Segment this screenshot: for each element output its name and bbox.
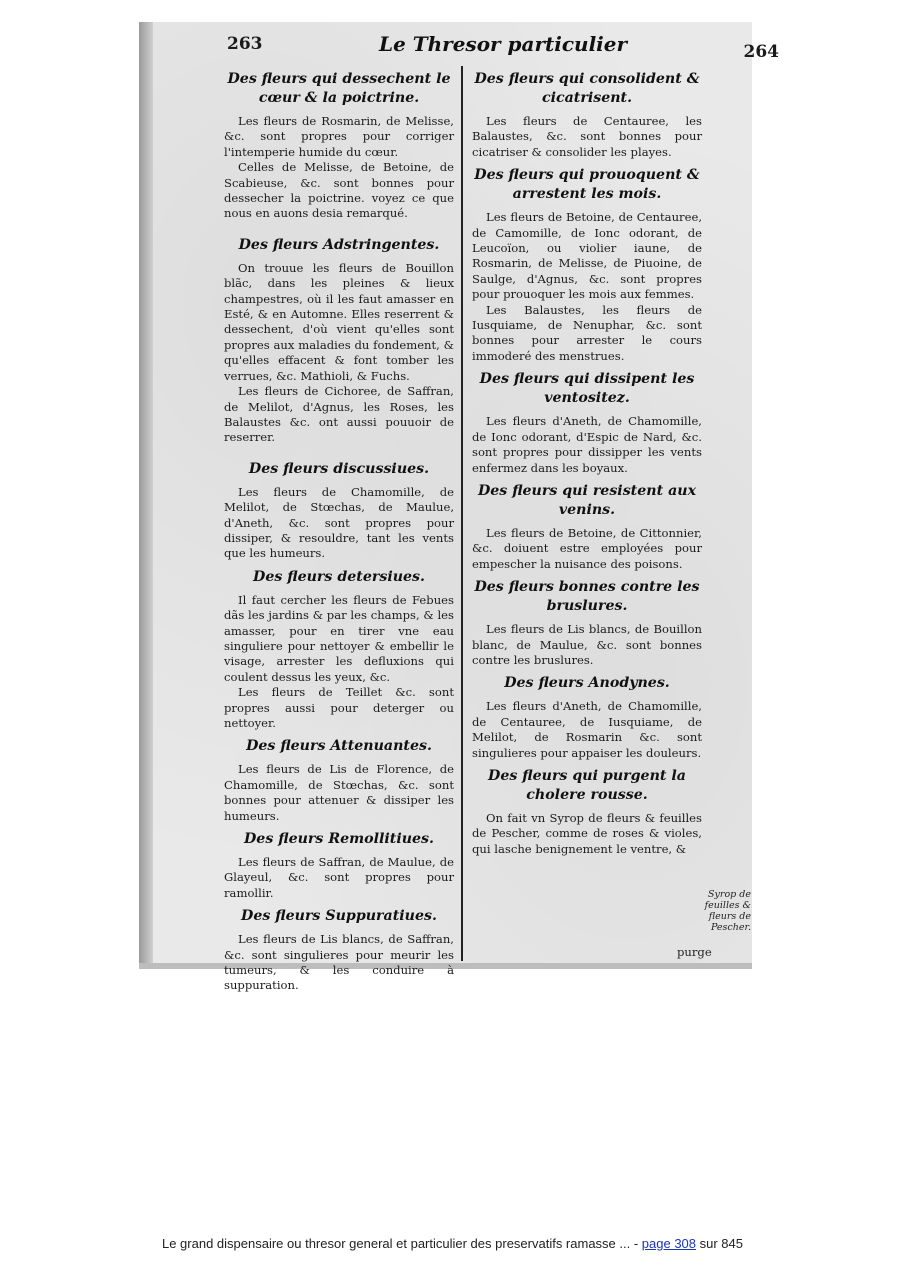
section <box>224 460 454 562</box>
section <box>472 166 702 364</box>
paragraph: Les fleurs de Lis blancs, de Saffran, &c. sont singulieres pour meurir les tumeurs, & les conduire à suppuration. <box>224 932 454 993</box>
section <box>472 370 702 476</box>
column-divider <box>461 66 463 961</box>
section <box>224 70 454 222</box>
section-heading: Des fleurs Suppuratiues. <box>241 908 437 925</box>
section-heading: Des fleurs qui resistent aux venins. <box>477 482 697 518</box>
right-page-number: 264 <box>743 42 779 62</box>
page-edge <box>139 22 153 969</box>
section <box>224 907 454 994</box>
footer-total: sur 845 <box>696 1236 743 1251</box>
section <box>224 737 454 824</box>
section-heading: Des fleurs qui dissipent les ventositez. <box>479 371 695 407</box>
paragraph: Les Balaustes, les fleurs de Iusquiame, de Nenuphar, &c. sont bonnes pour arrester le cours immoderé des menstrues. <box>472 302 702 363</box>
footer-title: Le grand dispensaire ou thresor general et particulier des preservatifs ramasse ... - <box>161 1236 642 1251</box>
section-heading: Des fleurs qui consolident & cicatrisent. <box>474 71 700 106</box>
paragraph: Les fleurs de Betoine, de Cittonnier, &c. doiuent estre employées pour empescher la nuisance des poisons. <box>472 525 702 571</box>
running-head <box>219 28 779 62</box>
section <box>224 568 454 732</box>
paragraph: Il faut cercher les fleurs de Febues dãs les jardins & par les champs, & les amasser, pour en tirer vne eau singuliere pour nettoyer & embellir le visage, arrester les defluxions qui coulent dessus les yeux, &c. <box>224 592 454 684</box>
paragraph: Les fleurs de Betoine, de Centauree, de Camomille, de Ionc odorant, de Leucoïon, ou violier iaune, de Rosmarin, de Melisse, de Piuoine, de Saulge, d'Agnus, &c. sont propres pour prouoquer les mois aux femmes. <box>472 210 702 302</box>
left-page-number: 263 <box>227 34 263 54</box>
paragraph: Les fleurs de Saffran, de Maulue, de Glayeul, &c. sont propres pour ramollir. <box>224 855 454 900</box>
margin-note: Syrop de feuilles & fleurs de Pescher. <box>704 889 751 933</box>
section-heading: Des fleurs Attenuantes. <box>246 738 432 755</box>
page-link[interactable]: page 308 <box>641 1236 697 1251</box>
left-column <box>224 64 454 994</box>
section <box>472 70 702 160</box>
section-heading: Des fleurs qui dessechent le cœur & la poictrine. <box>227 71 451 106</box>
paragraph: Les fleurs de Lis de Florence, de Chamomille, de Stœchas, &c. sont bonnes pour attenuer & dissiper les humeurs. <box>224 762 454 823</box>
section <box>224 236 454 446</box>
section-heading: Des fleurs qui prouoquent & arrestent les mois. <box>474 167 700 203</box>
paragraph: On fait vn Syrop de fleurs & feuilles de Pescher, comme de roses & violes, qui lasche benignement le ventre, & <box>472 810 702 856</box>
section-heading: Des fleurs Anodynes. <box>504 675 670 692</box>
section-heading: Des fleurs Remollitiues. <box>244 831 434 848</box>
section <box>472 578 702 668</box>
section-heading: Des fleurs detersiues. <box>253 568 425 585</box>
paragraph: Les fleurs de Lis blancs, de Bouillon blanc, de Maulue, &c. sont bonnes contre les bruslures. <box>472 622 702 667</box>
section <box>472 767 702 857</box>
paragraph: Les fleurs de Cichoree, de Saffran, de Melilot, d'Agnus, les Roses, les Balaustes &c. ont aussi pouuoir de reserrer. <box>224 384 454 445</box>
section-heading: Des fleurs Adstringentes. <box>238 236 440 253</box>
catchword: purge <box>677 945 712 959</box>
right-column <box>472 64 702 857</box>
section-heading: Des fleurs bonnes contre les bruslures. <box>474 579 700 615</box>
paragraph: Les fleurs d'Aneth, de Chamomille, de Ionc odorant, d'Espic de Nard, &c. sont propres pour dissipper les vents enfermez dans les boyaux. <box>472 414 702 475</box>
section <box>472 674 702 761</box>
section <box>224 830 454 901</box>
section-heading: Des fleurs discussiues. <box>248 460 430 477</box>
running-title: Le Thresor particulier <box>379 32 628 56</box>
paragraph: Celles de Melisse, de Betoine, de Scabieuse, &c. sont bonnes pour dessecher la poictrine. voyez ce que nous en auons desia remarqué. <box>224 160 454 221</box>
section-heading: Des fleurs qui purgent la cholere rousse. <box>488 767 686 803</box>
paragraph: Les fleurs de Rosmarin, de Melisse, &c. sont propres pour corriger l'intemperie humide du cœur. <box>224 114 454 159</box>
scanned-page <box>139 22 779 993</box>
footer <box>0 1236 905 1251</box>
paragraph: On trouue les fleurs de Bouillon blãc, dans les pleines & lieux champestres, où il les faut amasser en Esté, & en Automne. Elles reserrent & dessechent, d'où vient qu'elles sont propres aux maladies du fondement, & qu'elles effacent & font tomber les verrues, &c. Mathioli, & Fuchs. <box>224 260 454 383</box>
section <box>472 482 702 572</box>
paragraph: Les fleurs de Teillet &c. sont propres aussi pour deterger ou nettoyer. <box>224 685 454 730</box>
paragraph: Les fleurs d'Aneth, de Chamomille, de Centauree, de Iusquiame, de Melilot, de Rosmarin &c. sont singulieres pour appaiser les douleurs. <box>472 699 702 760</box>
paragraph: Les fleurs de Chamomille, de Melilot, de Stœchas, de Maulue, d'Aneth, &c. sont propres pour dissiper, & resouldre, tant les vents que les humeurs. <box>224 484 454 561</box>
paragraph: Les fleurs de Centauree, les Balaustes, &c. sont bonnes pour cicatriser & consolider les playes. <box>472 114 702 159</box>
